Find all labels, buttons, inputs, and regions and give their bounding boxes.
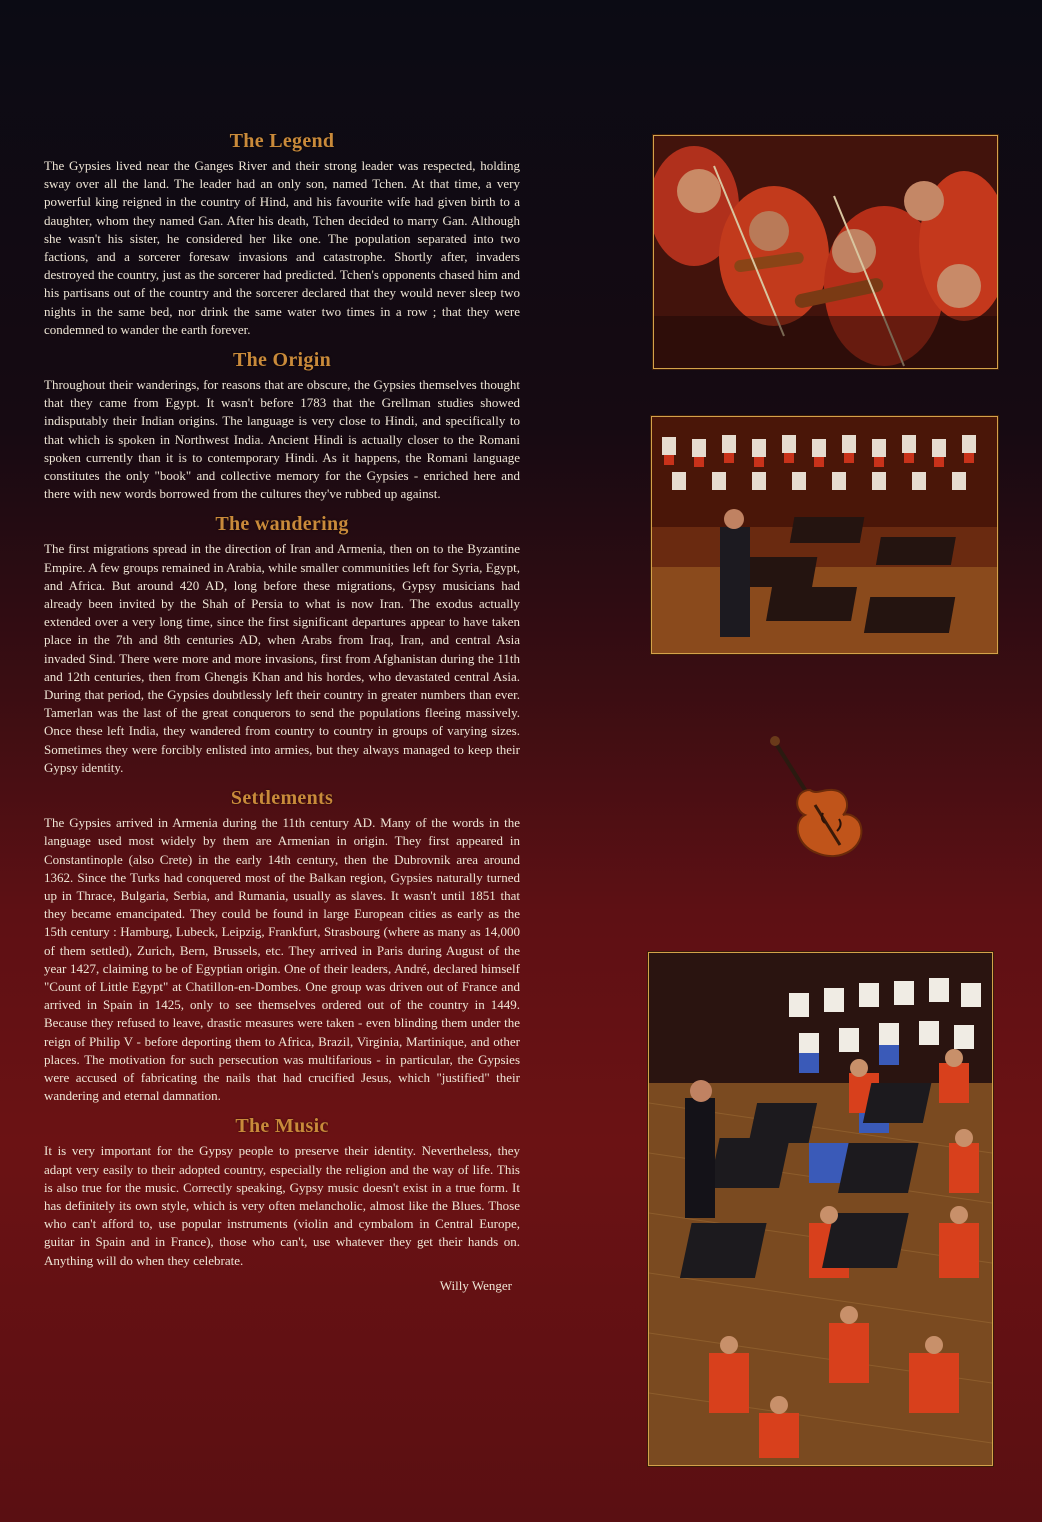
section-heading: The Legend <box>229 130 335 152</box>
section-body: The Gypsies arrived in Armenia during the 11th century AD. Many of the words in the language used most widely by them are Armenian in origin. They first appeared in Constantinople (also Crete) in the early 14th century, then the Dubrovnik area around 1362. Since the Turks had conquered most of the Balkan region, Gypsies naturally turned up in Thrace, Bulgaria, Serbia, and Rumania, usually as slaves. It wasn't until 1851 that they became emancipated. They could be found in large European cities as early as the 15th century : Hamburg, Lubeck, Leipzig, Frankfurt, Strasbourg (where as many as 14,000 of them settled), Zurich, Bern, Brussels, etc. They arrived in Paris during August of the year 1427, claiming to be of Egyptian origin. One of their leaders, André, declared himself "Count of Little Egypt" at Chatillon-en-Dombes. One group was driven out of France and arrived in Spain in 1425, only to see themselves ordered out of the country in 1449. Because they refused to leave, drastic measures were taken - even blinding them under the reign of Philip V - before deporting them to Africa, Brazil, Virginia, Martinique, and other places. The motivation for such persecution was multifarious - in particular, the Gypsies were accused of fabricating the nails that had crucified Jesus, which "justified" their wandering and eternal damnation. <box>44 815 520 1104</box>
section-wandering <box>44 513 520 777</box>
section-body: The first migrations spread in the direction of Iran and Armenia, then on to the Byzantine Empire. A few groups remained in Arabia, while smaller communities left for Syria, Egypt, and Africa. But around 420 AD, long before these migrations, Gypsy musicians had already been invited by the Shah of Persia to what is now Iran. The exodus actually extended over a very long time, since the first significant departures appear to have taken place in the 7th and 8th centuries AD, when Arabs from Iraq, Iran, and central Asia invaded Sind. There were more and more invasions, first from Afghanistan during the 11th and 12th centuries, then from Ghengis Khan and his hordes, who devastated central Asia. During that period, the Gypsies doubtlessly left their country in greater numbers than ever. Tamerlan was the last of the great conquerors to send the populations fleeing massively. Once these left India, they wandered from country to country in groups of varying sizes. Sometimes they were forcibly enlisted into armies, but they always managed to keep their Gypsy identity. <box>44 541 520 775</box>
section-settlements <box>44 787 520 1105</box>
section-heading: The wandering <box>215 513 349 536</box>
orchestra-stage-photo <box>651 416 998 654</box>
section-heading: The Origin <box>232 349 331 372</box>
section-heading: Settlements <box>230 787 334 810</box>
section-origin <box>44 349 520 503</box>
section-heading: The Music <box>235 1115 329 1138</box>
violin-icon <box>765 735 870 870</box>
section-music <box>44 1115 520 1293</box>
article-column <box>44 130 520 1304</box>
violinists-photo <box>653 135 998 369</box>
orchestra-overhead-photo <box>648 952 993 1466</box>
section-body: Throughout their wanderings, for reasons that are obscure, the Gypsies themselves thought that they came from Egypt. It wasn't before 1783 that the Grellman studies showed indisputably their Indian origins. The language is very close to Hindi, and specifically to that which is spoken in Northwest India. Ancient Hindi is actually closer to the Romani spoken currently than it is to contemporary Hindi. As it happens, the Romani language constitutes the only "book" and collective memory for the Gypsies - enriched here and there with new words borrowed from the cultures they've rubbed up against. <box>44 377 520 502</box>
section-body: The Gypsies lived near the Ganges River and their strong leader was respected, holding sway over all the land. The leader had an only son, named Tchen. At that time, a very powerful king reigned in the country of Hind, and his favourite wife had given birth to a daughter, whom they named Gan. After his death, Tchen decided to marry Gan. Although she wasn't his sister, he considered her like one. The population separated into two factions, and a sorcerer foresaw invasions and catastrophe. Shortly after, invaders destroyed the country, just as the sorcerer had predicted. Tchen's opponents chased him and his partisans out of the country and the sorcerer declared that they would never sleep two nights in the same bed, nor drink the same water two times in a row ; that they were condemned to wander the earth forever. <box>44 158 520 337</box>
section-body: It is very important for the Gypsy people to preserve their identity. Nevertheless, they adapt very easily to their adopted country, especially the religion and the way of life. This is also true for the music. Correctly speaking, Gypsy music doesn't exist in a true form. It has definitely its own style, which is very often melancholic, almost like the Blues. Those who can't afford to, use popular instruments (violin and cymbalom in Central Europe, guitar in Spain and in France), those who can't, use whatever they get their hands on. Anything will do when they celebrate. <box>44 1143 520 1268</box>
section-legend <box>44 130 520 339</box>
author-signature: Willy Wenger <box>439 1277 512 1293</box>
